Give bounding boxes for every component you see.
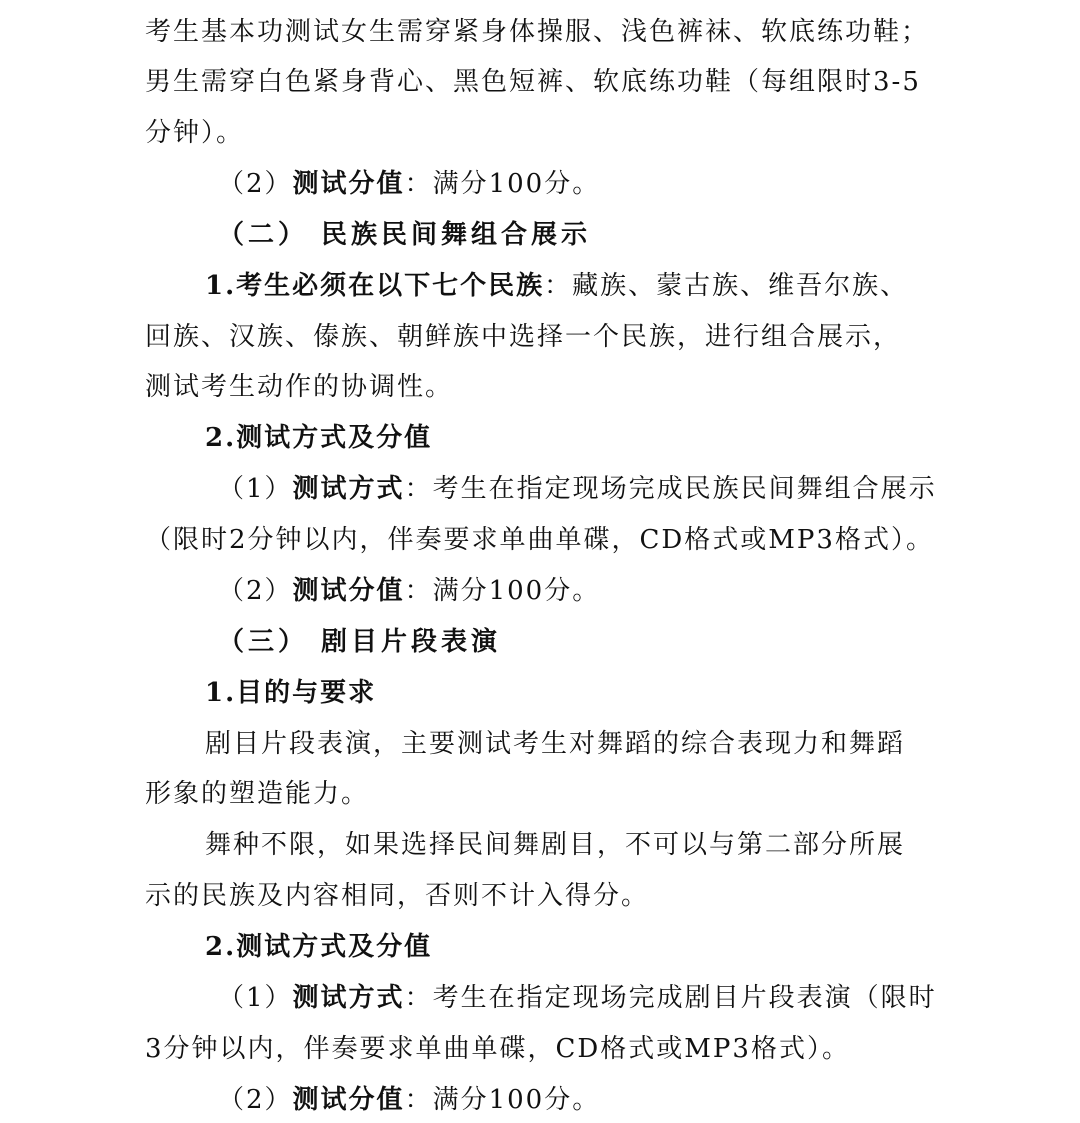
- paragraph-line: 分钟）。: [145, 118, 245, 148]
- item-heading: 1.考生必须在以下七个民族: [205, 271, 545, 301]
- method-line: [218, 981, 937, 1015]
- item-number: （2）: [218, 576, 293, 606]
- item-number: （2）: [218, 169, 293, 199]
- method-text: ：考生在指定现场完成剧目片段表演（限时: [404, 983, 937, 1013]
- score-line: [218, 574, 600, 608]
- method-label: 测试方式: [292, 474, 405, 504]
- paragraph-line: 剧目片段表演，主要测试考生对舞蹈的综合表现力和舞蹈: [205, 729, 906, 759]
- score-line: [218, 167, 600, 201]
- paragraph-line: [205, 269, 908, 303]
- section-heading: （三） 剧目片段表演: [218, 627, 502, 657]
- paragraph-line: 示的民族及内容相同，否则不计入得分。: [145, 881, 650, 911]
- score-label: 测试分值: [292, 169, 405, 199]
- subsection-heading: 2.测试方式及分值: [205, 423, 433, 453]
- paragraph-line: 形象的塑造能力。: [145, 779, 370, 809]
- score-label: 测试分值: [292, 1085, 405, 1115]
- score-label: 测试分值: [292, 576, 405, 606]
- paragraph-line: 回族、汉族、傣族、朝鲜族中选择一个民族，进行组合展示，: [145, 322, 902, 352]
- paragraph-line: 舞种不限，如果选择民间舞剧目，不可以与第二部分所展: [205, 830, 906, 860]
- subsection-heading: 1.目的与要求: [205, 678, 377, 708]
- score-value: ：满分100分。: [404, 576, 601, 606]
- method-label: 测试方式: [292, 983, 405, 1013]
- subsection-heading: 2.测试方式及分值: [205, 932, 433, 962]
- method-line: [218, 472, 937, 506]
- item-number: （2）: [218, 1085, 293, 1115]
- score-line: [218, 1083, 600, 1117]
- method-text: ：考生在指定现场完成民族民间舞组合展示: [404, 474, 937, 504]
- item-number: （1）: [218, 983, 293, 1013]
- section-heading: （二） 民族民间舞组合展示: [218, 220, 592, 250]
- item-text: ：藏族、蒙古族、维吾尔族、: [544, 271, 909, 301]
- paragraph-line: 考生基本功测试女生需穿紧身体操服、浅色裤袜、软底练功鞋；: [145, 17, 930, 47]
- item-number: （1）: [218, 474, 293, 504]
- score-value: ：满分100分。: [404, 1085, 601, 1115]
- paragraph-line: 测试考生动作的协调性。: [145, 372, 454, 402]
- paragraph-line: 3分钟以内，伴奏要求单曲单碟，CD格式或MP3格式）。: [145, 1034, 850, 1064]
- paragraph-line: （限时2分钟以内，伴奏要求单曲单碟，CD格式或MP3格式）。: [145, 525, 934, 555]
- score-value: ：满分100分。: [404, 169, 601, 199]
- paragraph-line: 男生需穿白色紧身背心、黑色短裤、软底练功鞋（每组限时3-5: [145, 67, 921, 97]
